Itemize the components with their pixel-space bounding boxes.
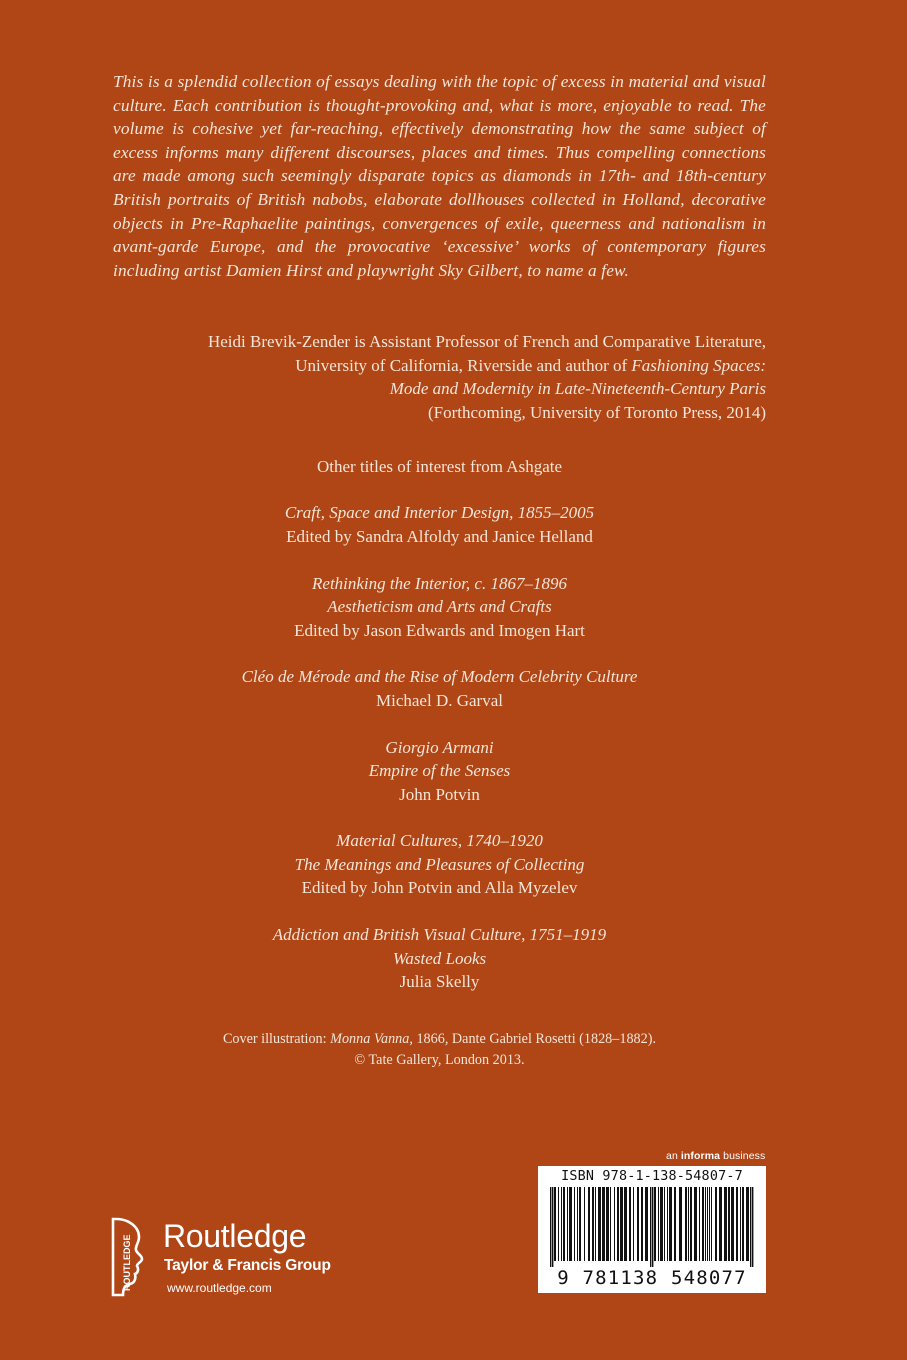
barcode-bar xyxy=(624,1187,627,1261)
barcode-bar xyxy=(740,1187,741,1261)
cover-credit-details: , 1866, Dante Gabriel Rosetti (1828–1882). xyxy=(409,1031,657,1047)
barcode-bar xyxy=(552,1187,553,1267)
barcode-bar xyxy=(688,1187,689,1261)
book-list xyxy=(113,501,766,993)
barcode-bar xyxy=(652,1187,653,1267)
book-title: Wasted Looks xyxy=(392,948,487,968)
barcode-bar xyxy=(719,1187,722,1261)
book-title: Aestheticism and Arts and Crafts xyxy=(327,597,552,617)
book-title: Giorgio Armani xyxy=(385,737,494,757)
barcode-bar xyxy=(667,1187,668,1261)
book-entry xyxy=(113,923,766,993)
barcode-bar xyxy=(679,1187,682,1261)
barcode-bar xyxy=(641,1187,643,1261)
reviewer-line-2 xyxy=(146,354,766,378)
barcode-bar xyxy=(690,1187,692,1261)
isbn-barcode xyxy=(538,1166,766,1293)
book-entry xyxy=(113,736,766,806)
barcode-bar xyxy=(660,1187,663,1261)
book-title: Cléo de Mérode and the Rise of Modern Celebrity Culture xyxy=(241,667,638,687)
barcode-icon xyxy=(546,1187,758,1267)
reviewer-book-title-1: Fashioning Spaces: xyxy=(631,355,766,375)
barcode-bar xyxy=(588,1187,590,1261)
barcode-bar xyxy=(742,1187,744,1261)
barcode-bar xyxy=(705,1187,706,1261)
book-entry xyxy=(113,829,766,899)
barcode-bar xyxy=(620,1187,623,1261)
reviewer-line-1: Heidi Brevik-Zender is Assistant Professor of French and Comparative Literature, xyxy=(207,332,766,351)
reviewer-publication: (Forthcoming, University of Toronto Press, 2014) xyxy=(428,402,766,422)
book-title: Empire of the Senses xyxy=(368,761,511,781)
informa-prefix: an xyxy=(666,1150,681,1162)
review-quote xyxy=(113,70,766,282)
book-author: Edited by Sandra Alfoldy and Janice Helland xyxy=(286,526,593,546)
routledge-profile-icon xyxy=(109,1217,147,1297)
barcode-bar xyxy=(598,1187,601,1261)
barcode-bar xyxy=(577,1187,578,1261)
barcode-bar xyxy=(724,1187,727,1261)
book-title: Material Cultures, 1740–1920 xyxy=(336,831,543,851)
barcode-bar xyxy=(633,1187,634,1261)
barcode-bar xyxy=(554,1187,556,1261)
barcode-bar xyxy=(574,1187,575,1261)
barcode-bar xyxy=(592,1187,594,1261)
barcode-digits: 9 781138 548077 xyxy=(557,1267,747,1289)
barcode-bar xyxy=(752,1187,753,1267)
informa-business-label xyxy=(666,1150,765,1162)
publisher-group: Taylor & Francis Group xyxy=(164,1257,331,1274)
barcode-bar xyxy=(707,1187,708,1261)
barcode-bar xyxy=(563,1187,565,1261)
barcode-bar xyxy=(558,1187,559,1261)
barcode-bar xyxy=(731,1187,734,1261)
barcode-bar xyxy=(658,1187,659,1261)
barcode-bar xyxy=(750,1187,751,1267)
book-entry xyxy=(113,665,766,712)
book-author: Edited by Jason Edwards and Imogen Hart xyxy=(294,620,585,640)
barcode-bar xyxy=(629,1187,631,1261)
barcode-bar xyxy=(669,1187,672,1261)
isbn-label: ISBN 978-1-138-54807-7 xyxy=(561,1169,743,1184)
barcode-bar xyxy=(654,1187,656,1261)
book-title: Addiction and British Visual Culture, 1751–1919 xyxy=(272,925,607,945)
review-text: This is a splendid collection of essays dealing with the topic of excess in material and visual culture. Each contribution is thought-provoking and, what is more, enjoyable to read. The volume is cohesive yet far-reaching, effectively demonstrating how the same subject of excess informs many different discourses, places and times. Thus compelling connections are made among such seemingly disparate topics as diamonds in 17th- and 18th-century British portraits of British nabobs, elaborate dollhouses collected in Holland, decorative objects in Pre-Raphaelite paintings, convergences of exile, queerness and nationalism in avant-garde Europe, and the provocative ‘excessive’ works of contemporary figures including artist Damien Hirst and playwright Sky Gilbert, to name a few. xyxy=(113,72,766,280)
barcode-bar xyxy=(606,1187,609,1261)
reviewer-attribution xyxy=(146,330,766,424)
barcode-bar xyxy=(567,1187,568,1261)
barcode-bar xyxy=(711,1187,712,1261)
barcode-bar xyxy=(685,1187,687,1261)
cover-credit-work: Monna Vanna xyxy=(330,1031,410,1047)
book-author: Edited by John Potvin and Alla Myzelev xyxy=(301,878,578,898)
reviewer-book-title-2: Mode and Modernity in Late-Nineteenth-Century Paris xyxy=(389,379,766,399)
other-titles-heading: Other titles of interest from Ashgate xyxy=(316,457,563,476)
barcode-bar xyxy=(699,1187,700,1261)
book-title: Rethinking the Interior, c. 1867–1896 xyxy=(312,573,567,593)
barcode-bar xyxy=(674,1187,676,1261)
other-titles xyxy=(113,455,766,1017)
book-author: Michael D. Garval xyxy=(376,690,503,710)
barcode-bar xyxy=(610,1187,611,1261)
barcode-bar xyxy=(650,1187,651,1267)
routledge-vertical-text: ROUTLEDGE xyxy=(122,1234,132,1291)
barcode-bar xyxy=(746,1187,749,1261)
barcode-bar xyxy=(561,1187,562,1261)
barcode-bar xyxy=(736,1187,738,1261)
barcode-bar xyxy=(569,1187,572,1261)
publisher-name: Routledge xyxy=(163,1218,307,1254)
informa-suffix: business xyxy=(720,1150,766,1162)
barcode-bar xyxy=(694,1187,697,1261)
book-entry xyxy=(113,572,766,642)
cover-credit xyxy=(113,1029,766,1071)
cover-credit-line xyxy=(113,1029,766,1050)
cover-copyright: © Tate Gallery, London 2013. xyxy=(354,1052,525,1068)
barcode-bar xyxy=(579,1187,581,1261)
barcode-bar xyxy=(602,1187,605,1261)
book-title: The Meanings and Pleasures of Collecting xyxy=(294,854,585,874)
barcode-bar xyxy=(702,1187,704,1261)
barcode-bar xyxy=(614,1187,615,1261)
book-title: Craft, Space and Interior Design, 1855–2005 xyxy=(284,503,595,523)
barcode-bar xyxy=(715,1187,717,1261)
barcode-bar xyxy=(664,1187,665,1261)
barcode-bar xyxy=(645,1187,648,1261)
barcode-bar xyxy=(709,1187,710,1261)
barcode-bar xyxy=(595,1187,596,1261)
barcode-bar xyxy=(637,1187,639,1261)
reviewer-affiliation: University of California, Riverside and author of xyxy=(295,355,632,375)
book-entry xyxy=(113,501,766,548)
informa-brand: informa xyxy=(680,1150,721,1162)
cover-credit-prefix: Cover illustration: xyxy=(222,1031,331,1047)
barcode-bar xyxy=(617,1187,619,1261)
barcode-bar xyxy=(550,1187,551,1267)
book-author: John Potvin xyxy=(399,784,480,804)
publisher-url[interactable]: www.routledge.com xyxy=(167,1281,272,1295)
book-author: Julia Skelly xyxy=(399,972,480,991)
barcode-bar xyxy=(728,1187,730,1261)
barcode-bar xyxy=(584,1187,585,1261)
